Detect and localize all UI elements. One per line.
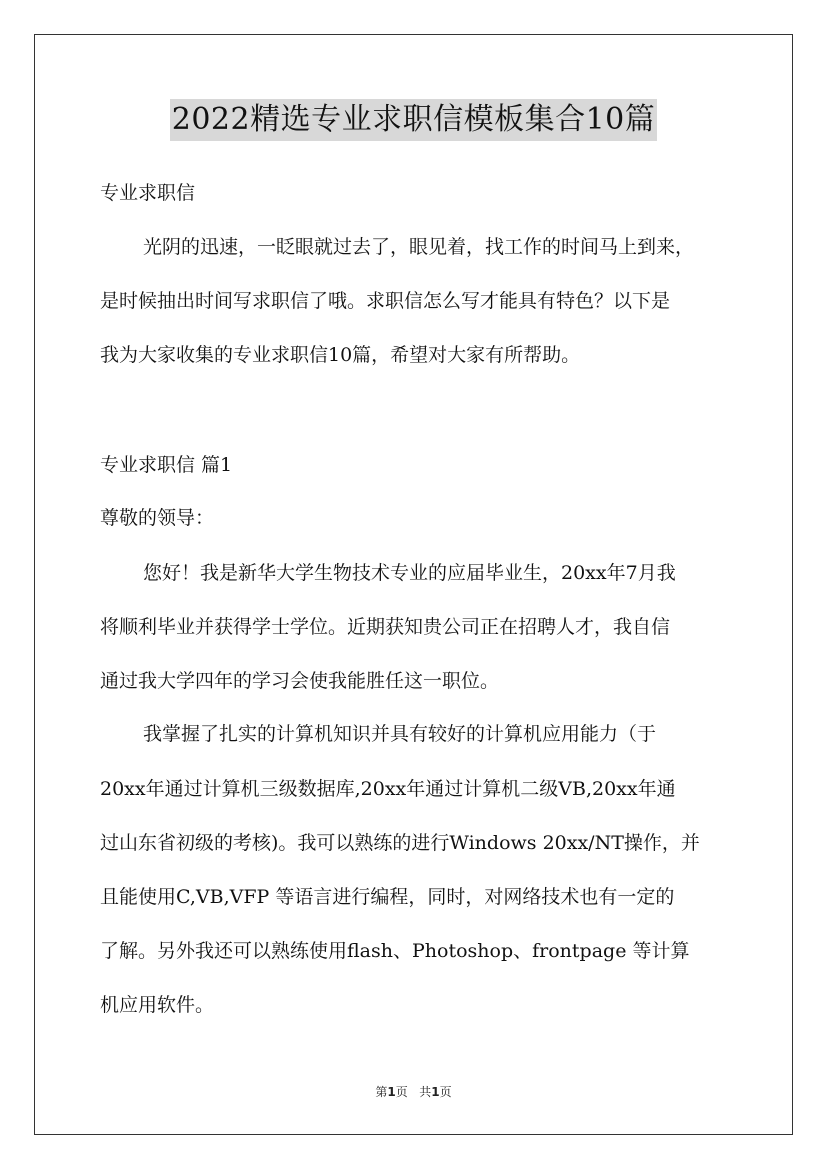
salutation: 尊敬的领导： [100,507,215,529]
paragraph-line: 过山东省初级的考核)。我可以熟练的进行Windows 20xx/NT操作，并 [100,832,700,854]
paragraph-line: 且能使用C,VB,VFP 等语言进行编程，同时，对网络技术也有一定的 [100,886,675,908]
total-label-prefix: 共 [419,1085,432,1099]
paragraph-line: 了解。另外我还可以熟练使用flash、Photoshop、frontpage 等计算 [100,940,690,962]
paragraph-line: 机应用软件。 [100,994,215,1016]
paragraph-line: 通过我大学四年的学习会使我能胜任这一职位。 [100,670,500,692]
page-label-suffix: 页 [395,1085,408,1099]
total-pages: 1 [431,1085,440,1099]
letter-heading: 专业求职信 篇1 [100,454,233,476]
paragraph-line: 我掌握了扎实的计算机知识并具有较好的计算机应用能力（于 [143,723,657,745]
page-label-prefix: 第 [375,1085,388,1099]
document-title: 2022精选专业求职信模板集合10篇 [170,99,658,141]
paragraph-line: 将顺利毕业并获得学士学位。近期获知贵公司正在招聘人才，我自信 [100,616,671,638]
paragraph-line: 20xx年通过计算机三级数据库,20xx年通过计算机二级VB,20xx年通 [100,778,676,800]
paragraph-line: 是时候抽出时间写求职信了哦。求职信怎么写才能具有特色？以下是 [100,290,671,312]
title-container [0,99,827,141]
paragraph-line: 光阴的迅速，一眨眼就过去了，眼见着，找工作的时间马上到来， [143,236,695,258]
total-label-suffix: 页 [439,1085,452,1099]
section-heading: 专业求职信 [100,182,196,204]
page-footer [0,1083,827,1100]
paragraph-line: 您好！我是新华大学生物技术专业的应届毕业生，20xx年7月我 [143,562,676,584]
paragraph-line: 我为大家收集的专业求职信10篇，希望对大家有所帮助。 [100,344,581,366]
page-number: 1 [387,1085,396,1099]
